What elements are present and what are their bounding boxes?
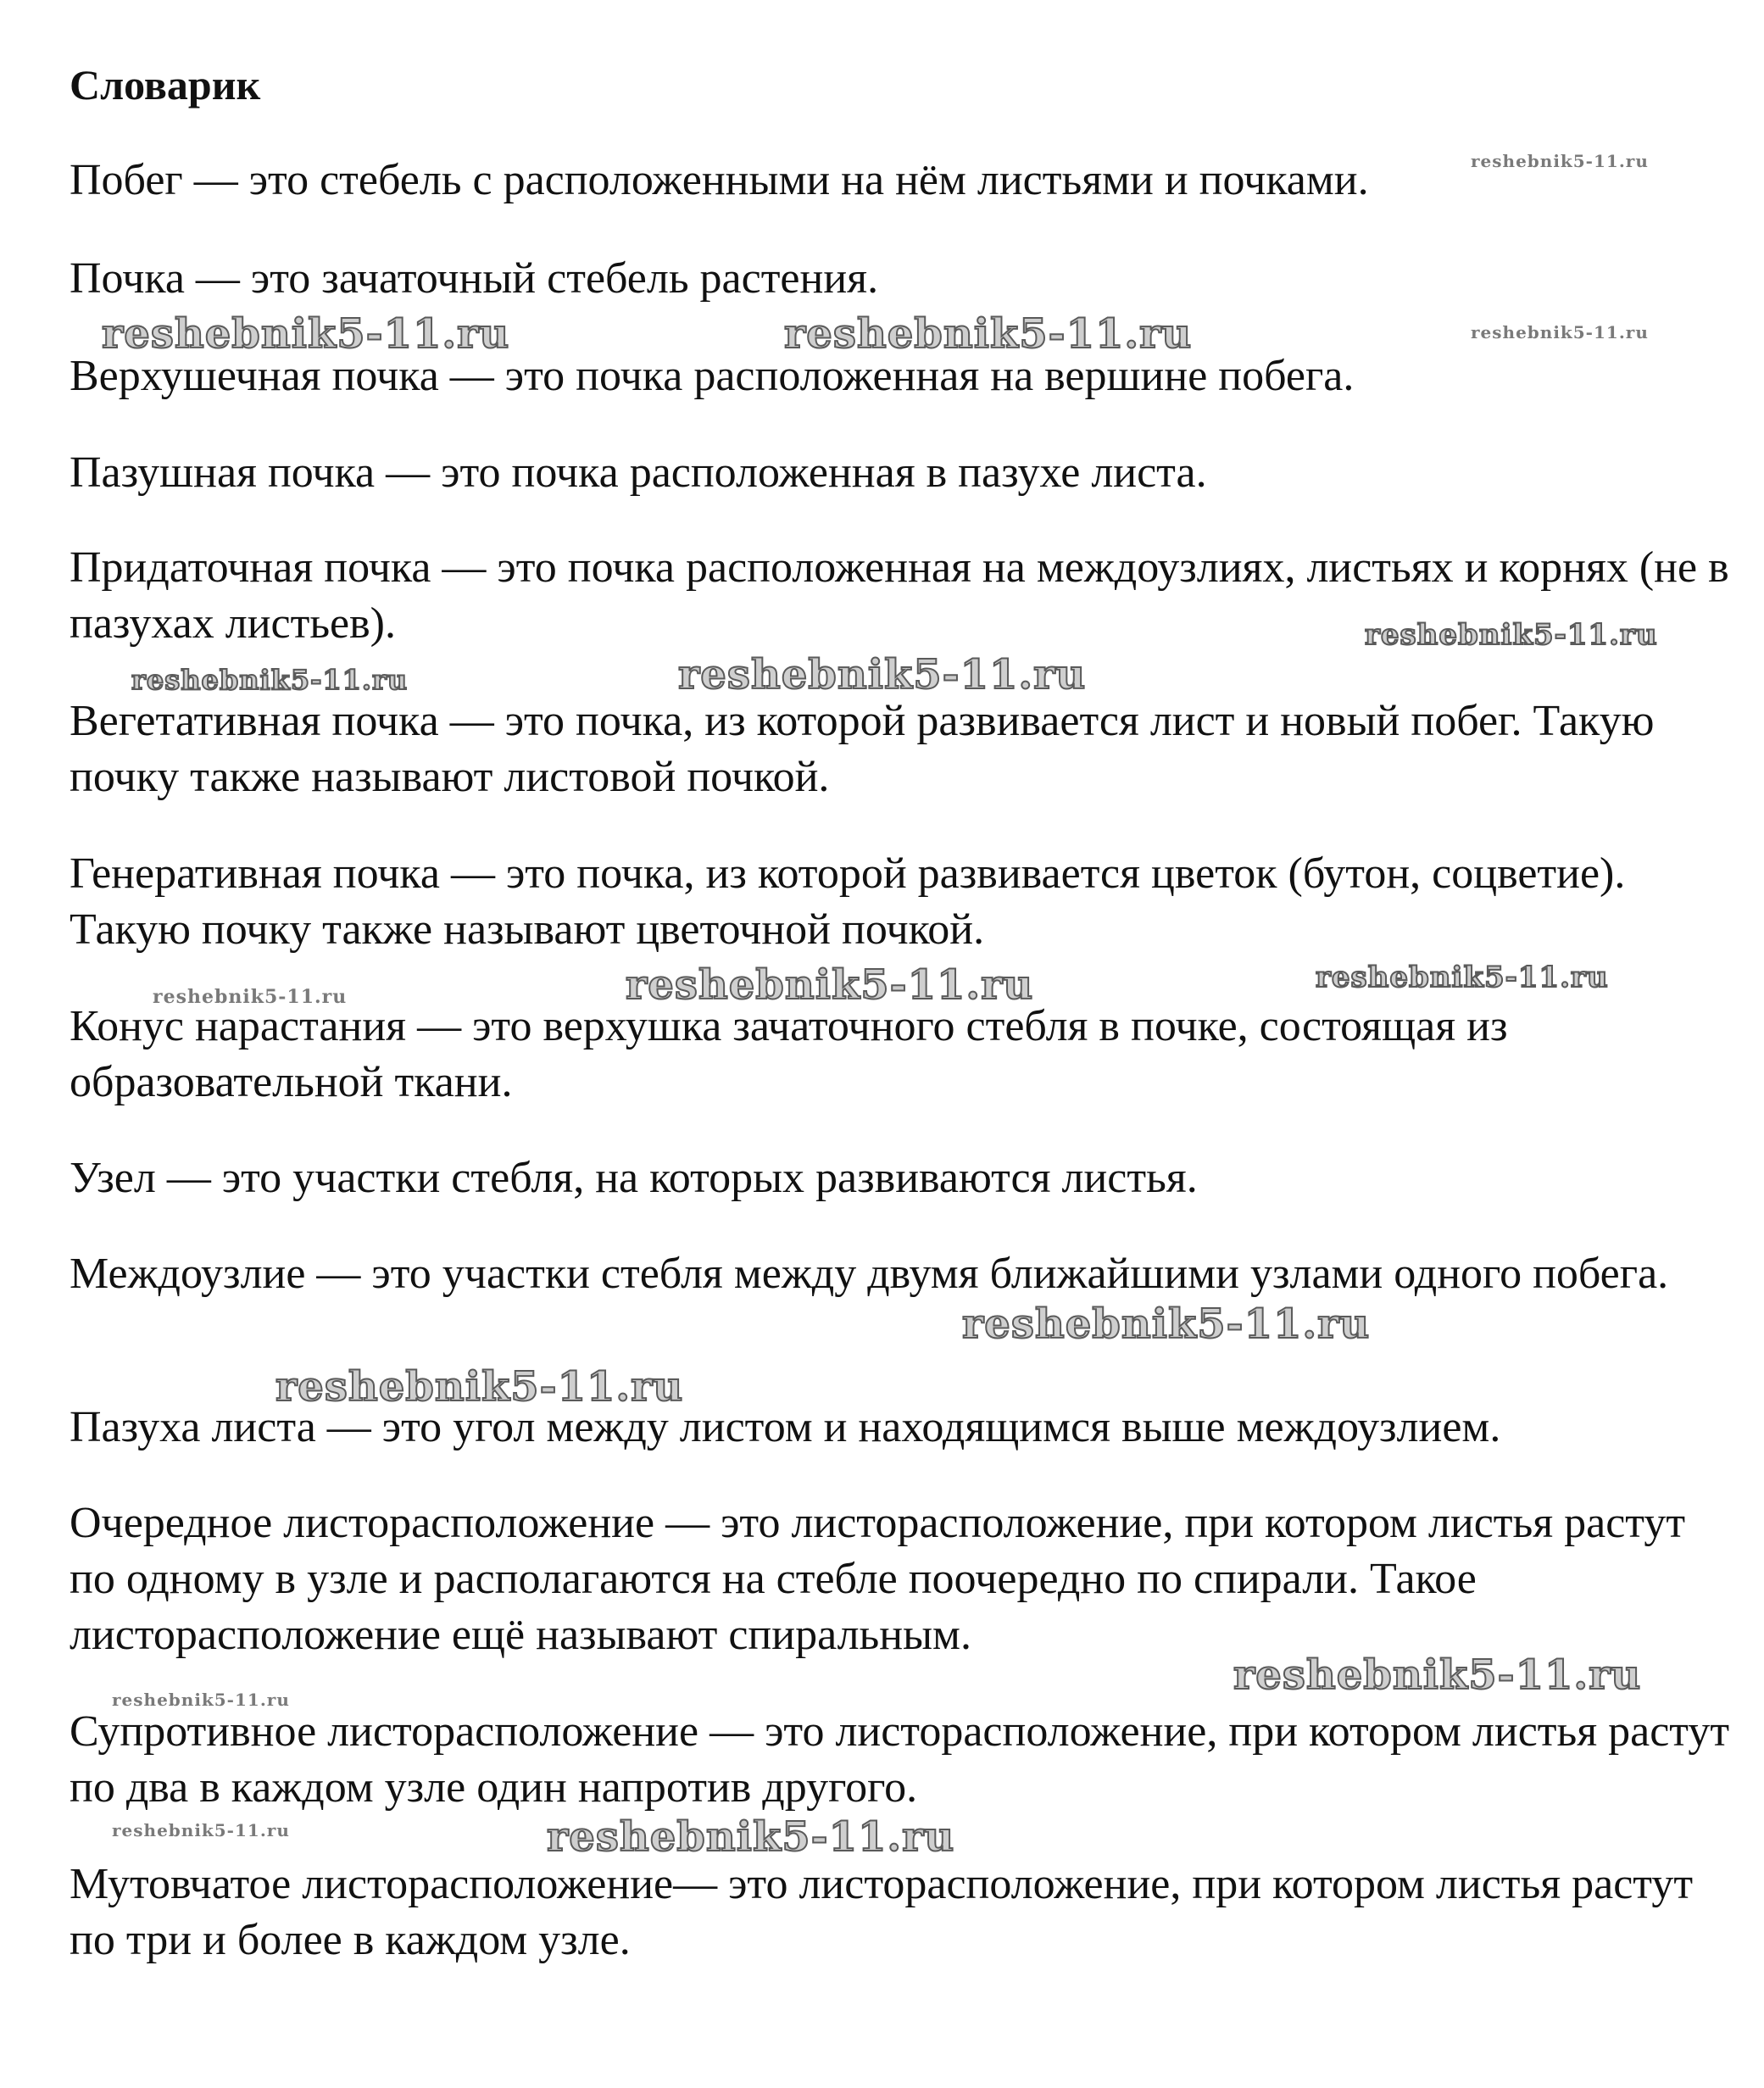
watermark: reshebnik5-11.ru	[1233, 1651, 1642, 1699]
watermark: reshebnik5-11.ru	[547, 1813, 955, 1861]
watermark: reshebnik5-11.ru	[1471, 151, 1649, 171]
definition-shoot: Побег — это стебель с расположенными на нём листьями и почками.	[70, 156, 1369, 204]
watermark: reshebnik5-11.ru	[626, 961, 1034, 1009]
definition-internode: Междоузлие — это участки стебля между двумя ближайшими узлами одного побега.	[70, 1250, 1669, 1298]
definition-bud: Почка — это зачаточный стебель растения.	[70, 254, 879, 303]
page-title: Словарик	[70, 61, 261, 109]
watermark: reshebnik5-11.ru	[112, 1690, 290, 1710]
watermark: reshebnik5-11.ru	[1316, 960, 1609, 994]
watermark: reshebnik5-11.ru	[1471, 322, 1649, 342]
watermark: reshebnik5-11.ru	[784, 310, 1193, 358]
watermark: reshebnik5-11.ru	[678, 651, 1087, 699]
definition-generative-bud: Генеративная почка — это почка, из которой развивается цветок (бутон, соцветие). Такую почку также называют цветочной почкой.	[70, 849, 1626, 954]
definition-opposite-arrangement: Супротивное листорасположение — это листорасположение, при котором листья растут по два в каждом узле один напротив другого.	[70, 1707, 1730, 1812]
definition-vegetative-bud: Вегетативная почка — это почка, из которой развивается лист и новый побег. Такую почку также называют листовой почкой.	[70, 697, 1655, 801]
watermark: reshebnik5-11.ru	[131, 664, 409, 696]
definition-whorled-arrangement: Мутовчатое листорасположение— это листорасположение, при котором листья растут по три и более в каждом узле.	[70, 1860, 1694, 1964]
definition-adventitious-bud: Придаточная почка — это почка расположенная на междоузлиях, листьях и корнях (не в пазухах листьев).	[70, 543, 1729, 648]
watermark: reshebnik5-11.ru	[112, 1820, 290, 1840]
watermark: reshebnik5-11.ru	[102, 310, 510, 358]
definition-axillary-bud: Пазушная почка — это почка расположенная в пазухе листа.	[70, 448, 1207, 497]
watermark: reshebnik5-11.ru	[275, 1363, 684, 1411]
watermark: reshebnik5-11.ru	[1365, 618, 1658, 652]
definition-apical-bud: Верхушечная почка — это почка расположенная на вершине побега.	[70, 352, 1355, 400]
definition-growth-cone: Конус нарастания — это верхушка зачаточного стебля в почке, состоящая из образовательной ткани.	[70, 1002, 1508, 1106]
watermark: reshebnik5-11.ru	[153, 986, 348, 1008]
definition-node: Узел — это участки стебля, на которых развиваются листья.	[70, 1154, 1198, 1202]
definition-alternate-arrangement: Очередное листорасположение — это листорасположение, при котором листья растут по одному в узле и располагаются на стебле поочередно по спирали. Такое листорасположение ещё называют спиральным.	[70, 1499, 1686, 1659]
definition-leaf-axil: Пазуха листа — это угол между листом и находящимся выше междоузлием.	[70, 1403, 1501, 1451]
watermark: reshebnik5-11.ru	[962, 1300, 1371, 1348]
